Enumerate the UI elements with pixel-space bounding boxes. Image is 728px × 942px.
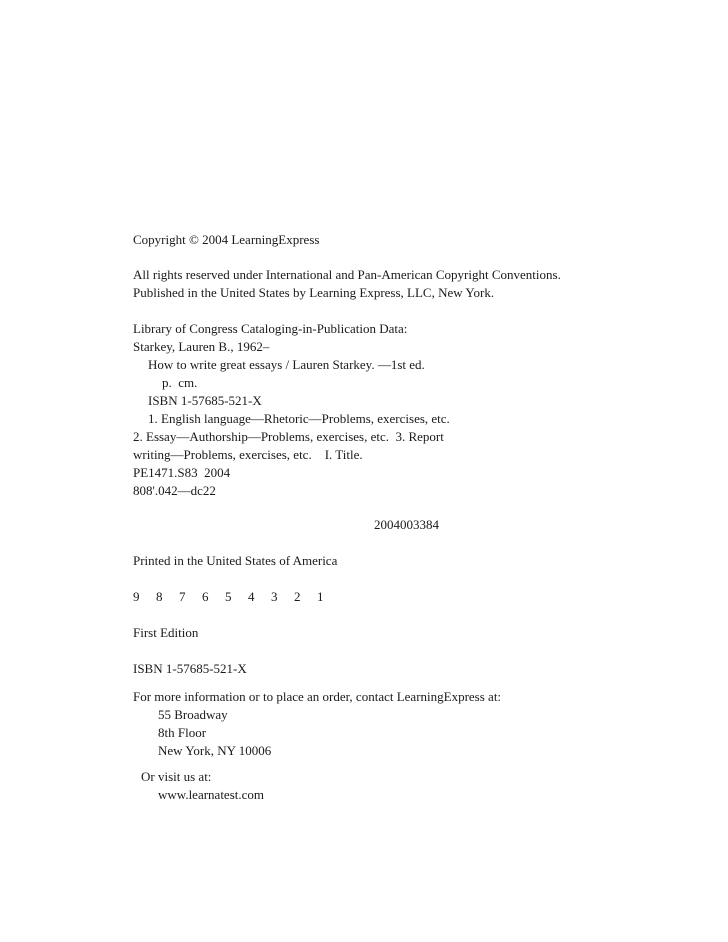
printed-statement: [133, 552, 653, 570]
lccn-line: 2004003384: [374, 517, 439, 532]
cip-call-number: PE1471.S83 2004: [133, 465, 231, 480]
rights-line-1: All rights reserved under International and Pan-American Copyright Conventions.: [133, 267, 561, 282]
contact-city: New York, NY 10006: [158, 743, 272, 758]
contact-street: 55 Broadway: [158, 707, 228, 722]
cip-subject-1: 1. English language—Rhetoric—Problems, exercises, etc.: [148, 411, 450, 426]
contact-floor: 8th Floor: [158, 725, 207, 740]
cip-heading: Library of Congress Cataloging-in-Publication Data:: [133, 321, 408, 336]
cip-subject-2: 2. Essay—Authorship—Problems, exercises, etc. 3. Report: [133, 429, 444, 444]
cip-isbn: ISBN 1-57685-521-X: [148, 393, 262, 408]
contact-intro: For more information or to place an order, contact LearningExpress at:: [133, 689, 502, 704]
isbn-line: ISBN 1-57685-521-X: [133, 661, 247, 676]
visit-info: [133, 768, 653, 804]
cip-dewey: 808'.042—dc22: [133, 483, 216, 498]
lccn-number: [374, 516, 574, 534]
contact-info: [133, 688, 653, 760]
visit-intro: Or visit us at:: [141, 769, 212, 784]
cataloging-data: [133, 320, 653, 500]
cip-pages: p. cm.: [162, 375, 198, 390]
rights-statement: [133, 266, 653, 302]
edition-statement: [133, 624, 653, 642]
printing-line: [133, 588, 653, 606]
cip-author: Starkey, Lauren B., 1962–: [133, 339, 270, 354]
copyright-notice: [133, 231, 653, 249]
cip-title: How to write great essays / Lauren Starkey. —1st ed.: [148, 357, 425, 372]
cip-subject-3: writing—Problems, exercises, etc. I. Title.: [133, 447, 363, 462]
printed-line: Printed in the United States of America: [133, 553, 338, 568]
isbn-statement: [133, 660, 653, 678]
edition-line: First Edition: [133, 625, 199, 640]
printing-numbers: 9 8 7 6 5 4 3 2 1: [133, 589, 324, 604]
copyright-line: Copyright © 2004 LearningExpress: [133, 232, 320, 247]
rights-line-2: Published in the United States by Learning Express, LLC, New York.: [133, 285, 495, 300]
visit-url: www.learnatest.com: [158, 787, 265, 802]
